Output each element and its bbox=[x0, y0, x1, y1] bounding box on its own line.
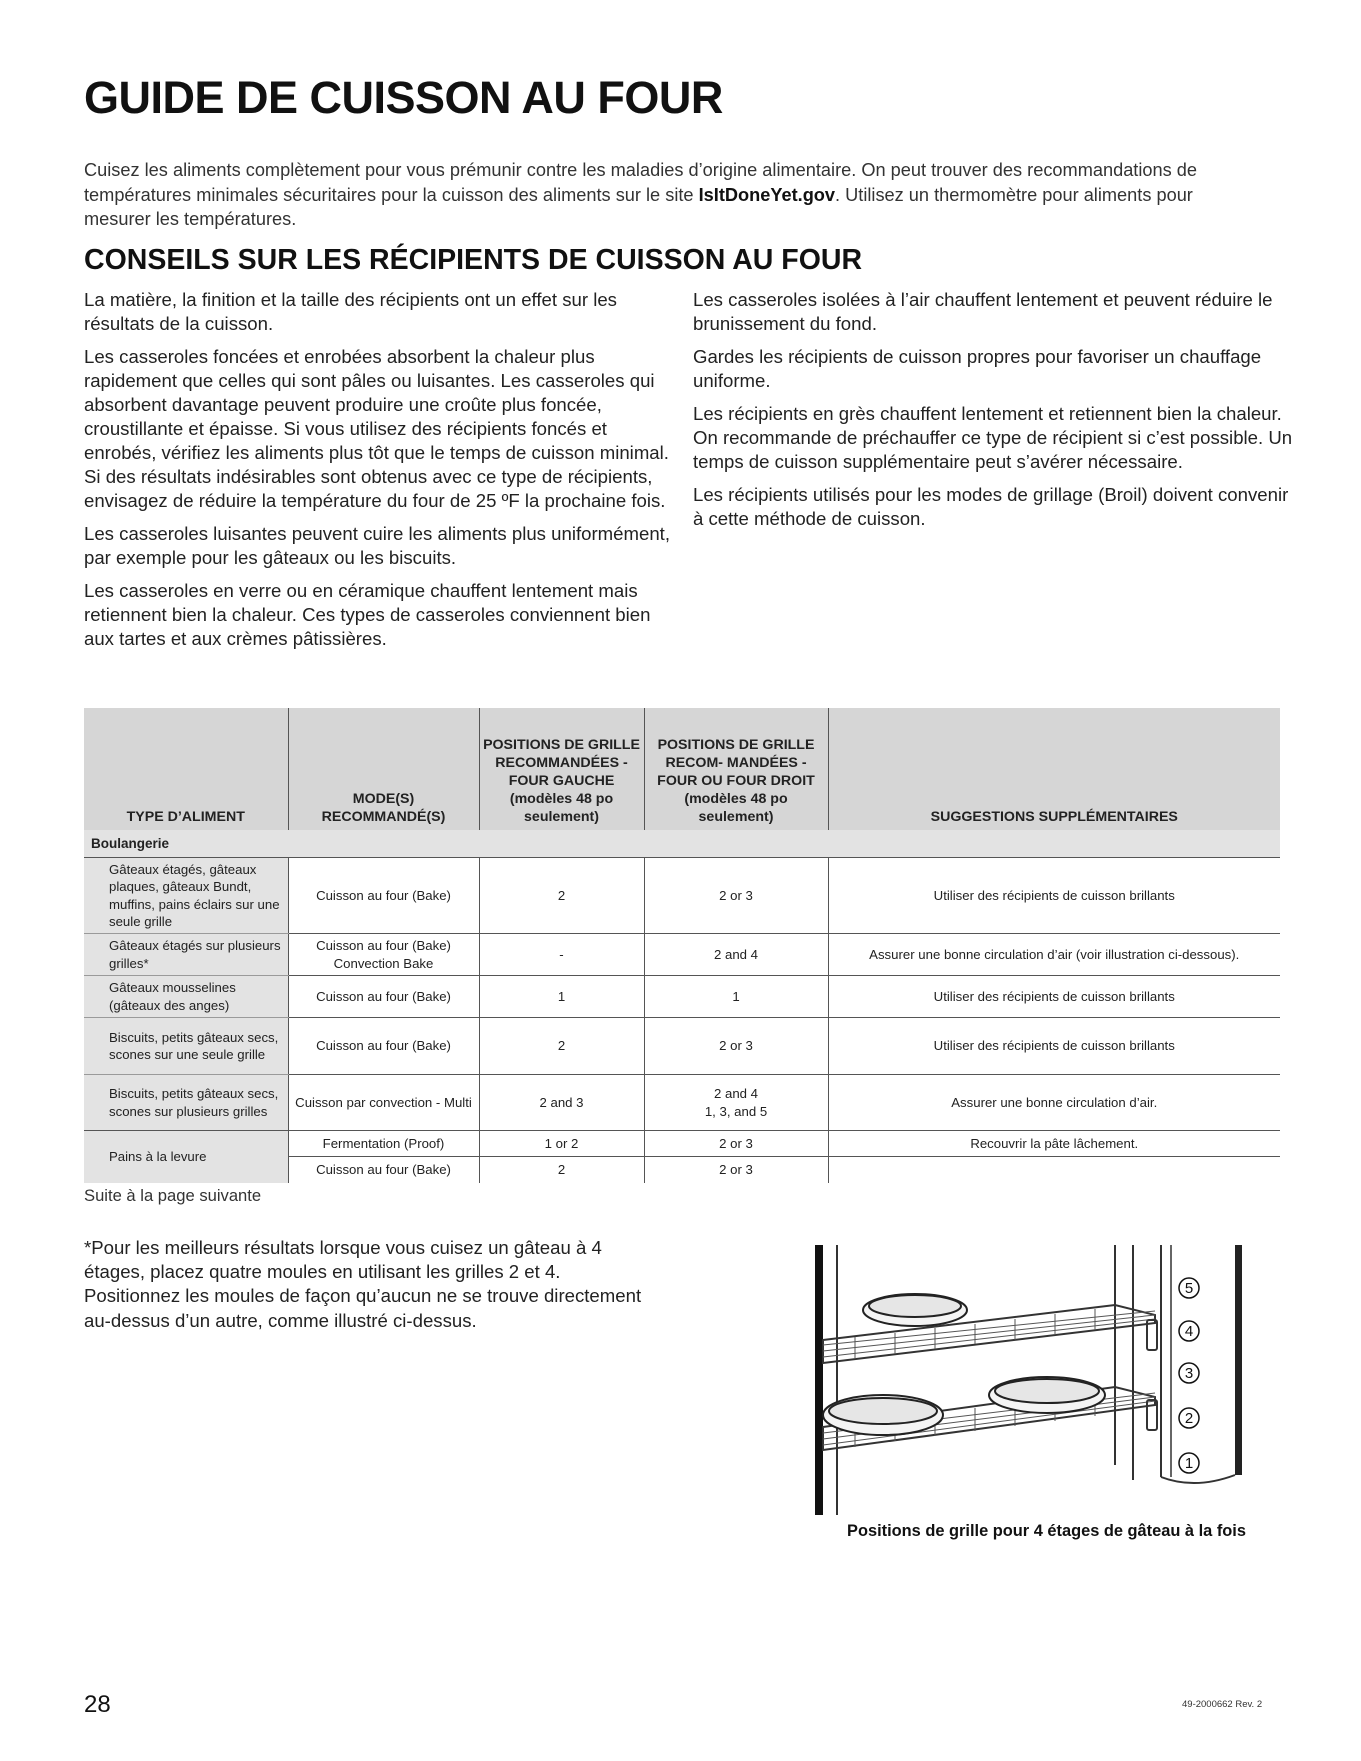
table-header-row bbox=[84, 708, 1280, 830]
header-mode: MODE(S) RECOMMANDÉ(S) bbox=[288, 708, 479, 830]
header-food: TYPE D’ALIMENT bbox=[84, 708, 288, 830]
table-row bbox=[84, 934, 1280, 976]
right-position-line: 2 and 4 1, 3, and 5 bbox=[704, 1086, 768, 1119]
suggestion-cell: Assurer une bonne circulation d’air. bbox=[828, 1075, 1280, 1131]
food-cell: Gâteaux étagés, gâteaux plaques, gâteaux Bundt, muffins, pains éclairs sur une seule grille bbox=[84, 858, 288, 934]
right-position-cell: 2 or 3 bbox=[644, 858, 828, 934]
table-row bbox=[84, 858, 1280, 934]
intro-text-end: . Utilisez un thermomètre pour aliments pour mesurer les températures. bbox=[84, 184, 1193, 229]
header-suggestions: SUGGESTIONS SUPPLÉMENTAIRES bbox=[828, 708, 1280, 830]
suggestion-cell: Utiliser des récipients de cuisson brillants bbox=[828, 858, 1280, 934]
paragraph: Les casseroles isolées à l’air chauffent lentement et peuvent réduire le brunissement du fond. bbox=[693, 289, 1273, 334]
oven-rack-illustration bbox=[815, 1245, 1278, 1515]
left-position-cell: 1 or 2 bbox=[479, 1131, 644, 1157]
paragraph: Les récipients utilisés pour les modes de grillage (Broil) doivent convenir à cette méthode de cuisson. bbox=[693, 484, 1289, 529]
right-column bbox=[693, 288, 1293, 540]
page-number: 28 bbox=[84, 1691, 111, 1718]
table-row bbox=[84, 1131, 1280, 1157]
left-position-cell: 2 bbox=[479, 1157, 644, 1183]
paragraph: Les casseroles luisantes peuvent cuire les aliments plus uniformément, par exemple pour les gâteaux ou les biscuits. bbox=[84, 523, 670, 568]
right-position-cell: 1 bbox=[644, 976, 828, 1018]
food-cell: Gâteaux mousselines (gâteaux des anges) bbox=[84, 976, 288, 1018]
table-row bbox=[84, 1075, 1280, 1131]
rack-number: 1 bbox=[1184, 1455, 1194, 1472]
food-cell: Gâteaux étagés sur plusieurs grilles* bbox=[84, 934, 288, 976]
rack-number: 4 bbox=[1184, 1323, 1194, 1340]
table-row bbox=[84, 976, 1280, 1018]
left-position-cell: 2 bbox=[479, 858, 644, 934]
mode-cell: Cuisson au four (Bake) bbox=[288, 1157, 479, 1183]
rack-number: 2 bbox=[1184, 1410, 1194, 1427]
header-left-oven: POSITIONS DE GRILLE RECOMMANDÉES - FOUR GAUCHE (modèles 48 po seulement) bbox=[479, 708, 644, 830]
right-position-cell: 2 or 3 bbox=[644, 1131, 828, 1157]
mode-cell: Cuisson au four (Bake) bbox=[288, 858, 479, 934]
suggestion-cell: Utiliser des récipients de cuisson brillants bbox=[828, 976, 1280, 1018]
paragraph: Les casseroles foncées et enrobées absorbent la chaleur plus rapidement que celles qui sont pâles ou luisantes. Les casseroles qui absorbent davantage peuvent produire une croûte plus foncée, croustillante et épaisse. Si vous utilisez des récipients foncés et enrobés, vérifiez les aliments plus tôt que le temps de cuisson minimal. Si des résultats indésirables sont obtenus avec ce type de récipients, envisagez de réduire la température du four de 25 ºF la prochaine fois. bbox=[84, 346, 669, 511]
table-row bbox=[84, 1018, 1280, 1075]
rack-number: 3 bbox=[1184, 1365, 1194, 1382]
food-cell: Biscuits, petits gâteaux secs, scones sur une seule grille bbox=[84, 1018, 288, 1075]
document-reference: 49-2000662 Rev. 2 bbox=[1182, 1699, 1263, 1710]
food-cell: Pains à la levure bbox=[84, 1131, 288, 1183]
suggestion-cell: Recouvrir la pâte lâchement. bbox=[828, 1131, 1280, 1157]
left-position-cell: 1 bbox=[479, 976, 644, 1018]
intro-paragraph bbox=[84, 158, 1234, 232]
intro-text: Cuisez les aliments complètement pour vous prémunir contre les maladies d’origine alimentaire. On peut trouver des recommandations de températures minimales sécuritaires pour la cuisson des aliments sur le site bbox=[84, 160, 1198, 205]
page-title: GUIDE DE CUISSON AU FOUR bbox=[84, 72, 723, 123]
left-column bbox=[84, 288, 674, 660]
paragraph: Les casseroles en verre ou en céramique chauffent lentement mais retiennent bien la chaleur. Ces types de casseroles conviennent bien aux tartes et aux crèmes pâtissières. bbox=[84, 580, 651, 649]
right-position-cell: 2 and 4 bbox=[644, 934, 828, 976]
left-position-cell: - bbox=[479, 934, 644, 976]
right-position-cell bbox=[644, 1075, 828, 1131]
suggestion-cell: Assurer une bonne circulation d’air (voir illustration ci-dessous). bbox=[828, 934, 1280, 976]
section-heading: CONSEILS SUR LES RÉCIPIENTS DE CUISSON AU FOUR bbox=[84, 244, 863, 276]
left-position-cell: 2 and 3 bbox=[479, 1075, 644, 1131]
mode-cell: Cuisson au four (Bake) Convection Bake bbox=[288, 934, 479, 976]
mode-cell: Cuisson au four (Bake) bbox=[288, 976, 479, 1018]
right-position-cell: 2 or 3 bbox=[644, 1018, 828, 1075]
paragraph: Les récipients en grès chauffent lentement et retiennent bien la chaleur. On recommande de préchauffer ce type de récipient si c’est possible. Un temps de cuisson supplémentaire peut s’avérer nécessaire. bbox=[693, 403, 1293, 472]
footnote: *Pour les meilleurs résultats lorsque vous cuisez un gâteau à 4 étages, placez quatre moules en utilisant les grilles 2 et 4. Positionnez les moules de façon qu’aucun ne se trouve directement au-dessus d’un autre, comme illustré ci-dessus. bbox=[84, 1237, 642, 1331]
suggestion-cell bbox=[828, 1157, 1280, 1183]
site-link[interactable]: IsItDoneYet.gov bbox=[698, 184, 836, 205]
figure-caption: Positions de grille pour 4 étages de gâteau à la fois bbox=[847, 1522, 1246, 1540]
paragraph: Gardes les récipients de cuisson propres pour favoriser un chauffage uniforme. bbox=[693, 346, 1262, 391]
mode-cell: Cuisson par convection - Multi bbox=[288, 1075, 479, 1131]
left-position-cell: 2 bbox=[479, 1018, 644, 1075]
suggestion-cell: Utiliser des récipients de cuisson brillants bbox=[828, 1018, 1280, 1075]
table-section-row bbox=[84, 830, 1280, 858]
paragraph: La matière, la finition et la taille des récipients ont un effet sur les résultats de la cuisson. bbox=[84, 289, 617, 334]
right-position-cell: 2 or 3 bbox=[644, 1157, 828, 1183]
cooking-guide-table bbox=[84, 708, 1280, 1183]
mode-cell: Fermentation (Proof) bbox=[288, 1131, 479, 1157]
mode-cell: Cuisson au four (Bake) bbox=[288, 1018, 479, 1075]
food-cell: Biscuits, petits gâteaux secs, scones sur plusieurs grilles bbox=[84, 1075, 288, 1131]
header-right-oven: POSITIONS DE GRILLE RECOM- MANDÉES - FOUR OU FOUR DROIT (modèles 48 po seulement) bbox=[644, 708, 828, 830]
section-label: Boulangerie bbox=[84, 830, 1280, 858]
continued-note: Suite à la page suivante bbox=[84, 1186, 262, 1205]
rack-number: 5 bbox=[1184, 1280, 1194, 1297]
